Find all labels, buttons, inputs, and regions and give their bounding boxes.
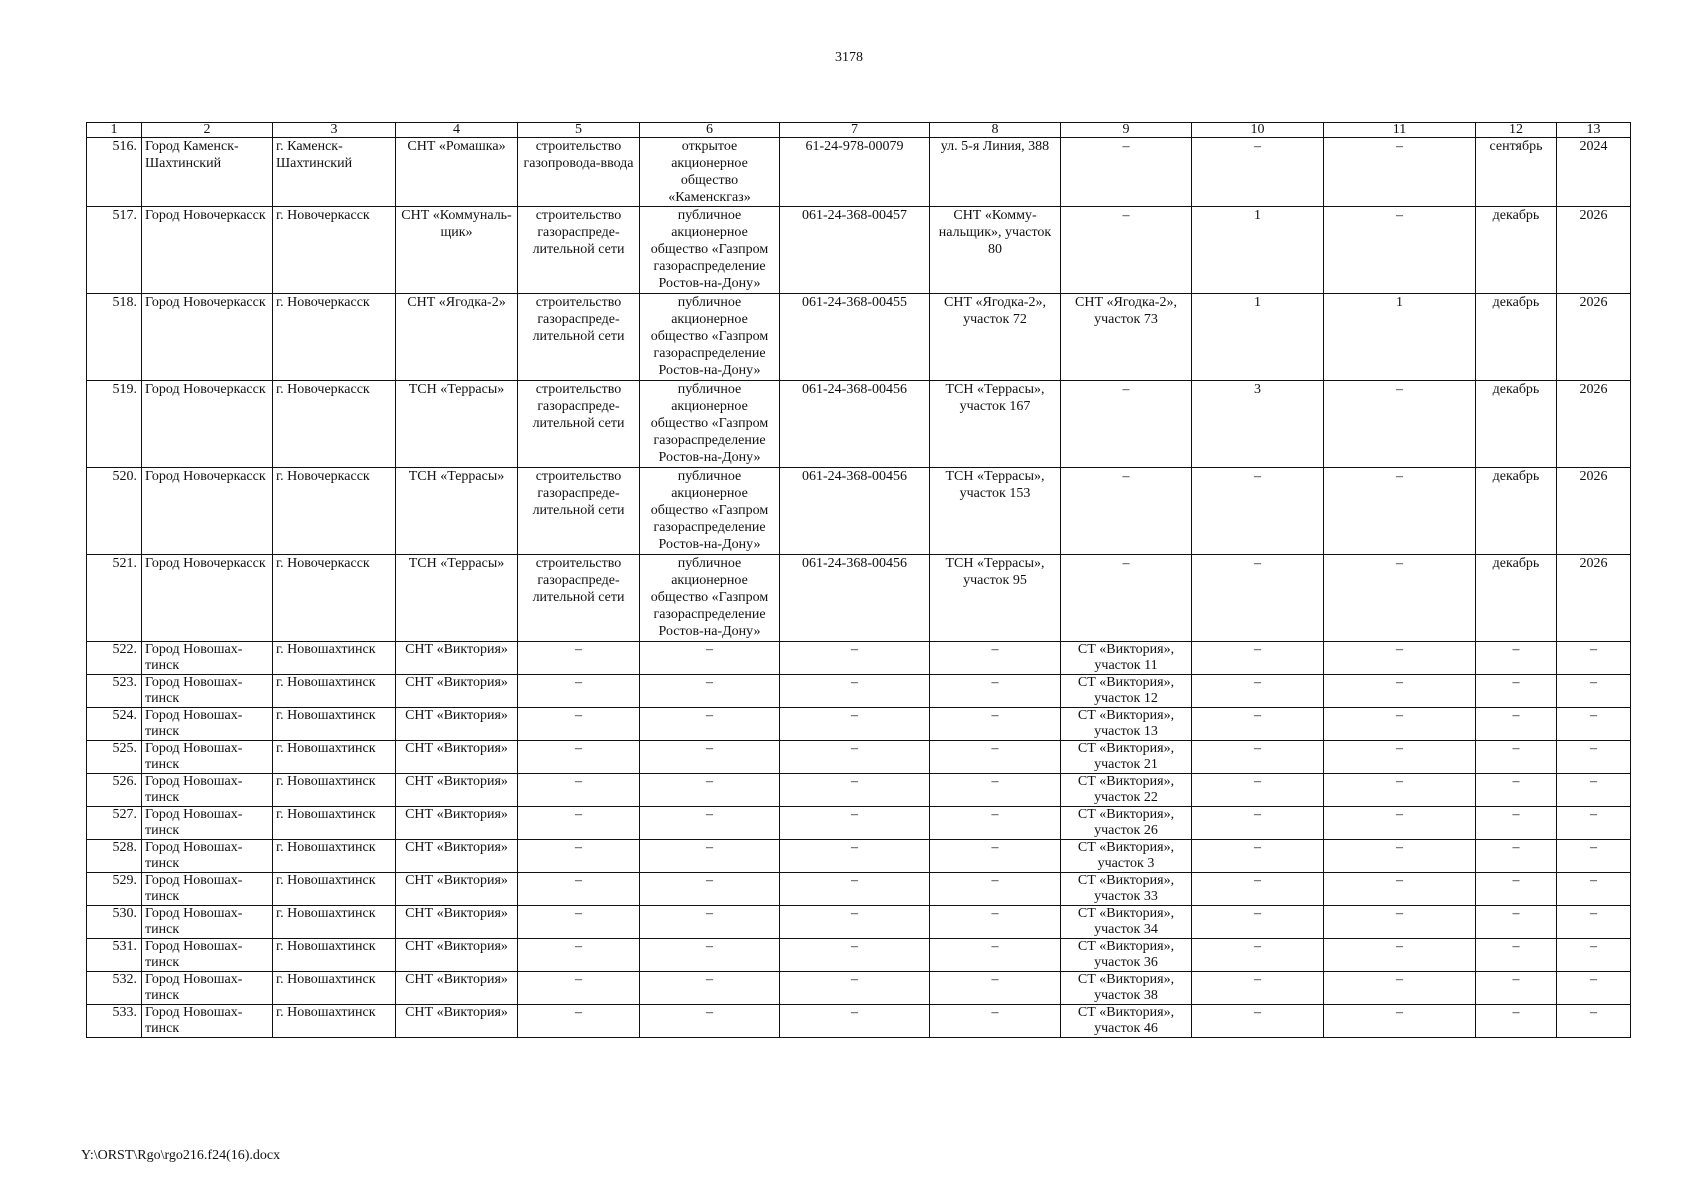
col-10-value-cell: 3 [1192, 381, 1324, 468]
address-cell: – [930, 939, 1061, 972]
organization-cell: публичное акционерное общество «Газпром газораспределение Ростов-на-Дону» [640, 294, 780, 381]
plot-cell: СТ «Виктория», участок 26 [1061, 807, 1192, 840]
snt-name-cell: СНТ «Виктория» [396, 939, 518, 972]
snt-name-cell: СНТ «Виктория» [396, 675, 518, 708]
work-type-cell: – [518, 906, 640, 939]
year-cell: – [1557, 873, 1631, 906]
row-number-cell: 521. [87, 555, 142, 642]
row-number-cell: 533. [87, 1005, 142, 1038]
organization-cell: – [640, 873, 780, 906]
row-number-cell: 525. [87, 741, 142, 774]
registration-number-cell: – [780, 1005, 930, 1038]
snt-name-cell: СНТ «Виктория» [396, 642, 518, 675]
col-10-value-cell: – [1192, 138, 1324, 207]
snt-name-cell: ТСН «Террасы» [396, 381, 518, 468]
snt-name-cell: СНТ «Ромашка» [396, 138, 518, 207]
snt-name-cell: ТСН «Террасы» [396, 555, 518, 642]
col-10-value-cell: – [1192, 972, 1324, 1005]
municipality-cell: Город Новошах-тинск [142, 741, 273, 774]
col-11-value-cell: – [1324, 906, 1476, 939]
col-11-value-cell: – [1324, 675, 1476, 708]
work-type-cell: – [518, 675, 640, 708]
settlement-cell: г. Новошахтинск [273, 1005, 396, 1038]
settlement-cell: г. Новошахтинск [273, 939, 396, 972]
snt-name-cell: СНТ «Коммуналь-щик» [396, 207, 518, 294]
registration-number-cell: 061-24-368-00456 [780, 381, 930, 468]
municipality-cell: Город Новошах-тинск [142, 708, 273, 741]
organization-cell: открытое акционерное общество «Каменскгаз» [640, 138, 780, 207]
table-row [87, 873, 1631, 906]
snt-name-cell: СНТ «Виктория» [396, 708, 518, 741]
year-cell: – [1557, 642, 1631, 675]
column-number: 1 [87, 123, 142, 138]
row-number-cell: 527. [87, 807, 142, 840]
organization-cell: – [640, 708, 780, 741]
data-table [86, 122, 1631, 1038]
address-cell: СНТ «Комму-нальщик», участок 80 [930, 207, 1061, 294]
table-row [87, 972, 1631, 1005]
snt-name-cell: СНТ «Виктория» [396, 1005, 518, 1038]
registration-number-cell: – [780, 807, 930, 840]
month-cell: – [1476, 708, 1557, 741]
plot-cell: СТ «Виктория», участок 11 [1061, 642, 1192, 675]
municipality-cell: Город Новошах-тинск [142, 840, 273, 873]
col-11-value-cell: – [1324, 642, 1476, 675]
col-10-value-cell: – [1192, 675, 1324, 708]
col-11-value-cell: – [1324, 840, 1476, 873]
month-cell: – [1476, 642, 1557, 675]
work-type-cell: строительство газораспреде-лительной сети [518, 555, 640, 642]
work-type-cell: – [518, 939, 640, 972]
row-number-cell: 522. [87, 642, 142, 675]
table-row [87, 642, 1631, 675]
month-cell: декабрь [1476, 381, 1557, 468]
col-11-value-cell: – [1324, 972, 1476, 1005]
registration-number-cell: 61-24-978-00079 [780, 138, 930, 207]
table-row [87, 1005, 1631, 1038]
col-10-value-cell: – [1192, 906, 1324, 939]
year-cell: 2024 [1557, 138, 1631, 207]
plot-cell: СТ «Виктория», участок 36 [1061, 939, 1192, 972]
col-11-value-cell: – [1324, 708, 1476, 741]
col-10-value-cell: – [1192, 741, 1324, 774]
municipality-cell: Город Новошах-тинск [142, 807, 273, 840]
year-cell: 2026 [1557, 294, 1631, 381]
municipality-cell: Город Новочеркасск [142, 381, 273, 468]
col-10-value-cell: – [1192, 555, 1324, 642]
organization-cell: – [640, 840, 780, 873]
organization-cell: – [640, 774, 780, 807]
year-cell: – [1557, 807, 1631, 840]
col-11-value-cell: – [1324, 468, 1476, 555]
row-number-cell: 524. [87, 708, 142, 741]
row-number-cell: 523. [87, 675, 142, 708]
organization-cell: – [640, 939, 780, 972]
organization-cell: – [640, 906, 780, 939]
plot-cell: – [1061, 381, 1192, 468]
plot-cell: СТ «Виктория», участок 12 [1061, 675, 1192, 708]
settlement-cell: г. Новошахтинск [273, 708, 396, 741]
organization-cell: публичное акционерное общество «Газпром газораспределение Ростов-на-Дону» [640, 381, 780, 468]
month-cell: сентябрь [1476, 138, 1557, 207]
snt-name-cell: СНТ «Виктория» [396, 807, 518, 840]
col-10-value-cell: 1 [1192, 207, 1324, 294]
col-10-value-cell: – [1192, 840, 1324, 873]
year-cell: – [1557, 906, 1631, 939]
settlement-cell: г. Новошахтинск [273, 873, 396, 906]
registration-number-cell: – [780, 741, 930, 774]
col-10-value-cell: – [1192, 774, 1324, 807]
address-cell: – [930, 675, 1061, 708]
settlement-cell: г. Новошахтинск [273, 774, 396, 807]
municipality-cell: Город Новочеркасск [142, 468, 273, 555]
month-cell: – [1476, 972, 1557, 1005]
col-11-value-cell: – [1324, 381, 1476, 468]
work-type-cell: – [518, 642, 640, 675]
settlement-cell: г. Новошахтинск [273, 675, 396, 708]
registration-number-cell: – [780, 708, 930, 741]
registration-number-cell: – [780, 642, 930, 675]
address-cell: – [930, 873, 1061, 906]
address-cell: – [930, 774, 1061, 807]
registration-number-cell: – [780, 774, 930, 807]
row-number-cell: 531. [87, 939, 142, 972]
page-number: 3178 [835, 50, 863, 65]
organization-cell: – [640, 741, 780, 774]
year-cell: 2026 [1557, 207, 1631, 294]
settlement-cell: г. Новочеркасск [273, 294, 396, 381]
col-10-value-cell: – [1192, 642, 1324, 675]
month-cell: – [1476, 1005, 1557, 1038]
address-cell: – [930, 906, 1061, 939]
address-cell: СНТ «Ягодка-2», участок 72 [930, 294, 1061, 381]
registration-number-cell: 061-24-368-00455 [780, 294, 930, 381]
registration-number-cell: 061-24-368-00456 [780, 555, 930, 642]
month-cell: – [1476, 939, 1557, 972]
year-cell: – [1557, 675, 1631, 708]
col-10-value-cell: – [1192, 807, 1324, 840]
row-number-cell: 528. [87, 840, 142, 873]
year-cell: 2026 [1557, 381, 1631, 468]
municipality-cell: Город Новошах-тинск [142, 873, 273, 906]
year-cell: – [1557, 972, 1631, 1005]
plot-cell: СТ «Виктория», участок 13 [1061, 708, 1192, 741]
column-number: 4 [396, 123, 518, 138]
month-cell: – [1476, 840, 1557, 873]
plot-cell: СТ «Виктория», участок 34 [1061, 906, 1192, 939]
registration-number-cell: – [780, 939, 930, 972]
col-11-value-cell: – [1324, 1005, 1476, 1038]
settlement-cell: г. Каменск-Шахтинский [273, 138, 396, 207]
col-10-value-cell: – [1192, 708, 1324, 741]
table-row [87, 939, 1631, 972]
month-cell: декабрь [1476, 294, 1557, 381]
row-number-cell: 516. [87, 138, 142, 207]
row-number-cell: 517. [87, 207, 142, 294]
registration-number-cell: – [780, 840, 930, 873]
column-number: 7 [780, 123, 930, 138]
snt-name-cell: СНТ «Виктория» [396, 906, 518, 939]
work-type-cell: – [518, 741, 640, 774]
month-cell: декабрь [1476, 468, 1557, 555]
address-cell: – [930, 807, 1061, 840]
col-11-value-cell: 1 [1324, 294, 1476, 381]
work-type-cell: – [518, 774, 640, 807]
settlement-cell: г. Новошахтинск [273, 972, 396, 1005]
plot-cell: – [1061, 468, 1192, 555]
year-cell: 2026 [1557, 555, 1631, 642]
col-11-value-cell: – [1324, 207, 1476, 294]
address-cell: – [930, 708, 1061, 741]
row-number-cell: 520. [87, 468, 142, 555]
table-row [87, 207, 1631, 294]
column-number: 2 [142, 123, 273, 138]
settlement-cell: г. Новочеркасск [273, 381, 396, 468]
month-cell: – [1476, 774, 1557, 807]
plot-cell: СТ «Виктория», участок 21 [1061, 741, 1192, 774]
work-type-cell: – [518, 840, 640, 873]
table-row [87, 840, 1631, 873]
address-cell: – [930, 972, 1061, 1005]
row-number-cell: 519. [87, 381, 142, 468]
plot-cell: СТ «Виктория», участок 46 [1061, 1005, 1192, 1038]
col-10-value-cell: – [1192, 873, 1324, 906]
snt-name-cell: СНТ «Виктория» [396, 741, 518, 774]
month-cell: декабрь [1476, 555, 1557, 642]
table-body [87, 138, 1631, 1038]
municipality-cell: Город Новошах-тинск [142, 906, 273, 939]
organization-cell: – [640, 642, 780, 675]
month-cell: – [1476, 807, 1557, 840]
address-cell: – [930, 1005, 1061, 1038]
registration-number-cell: 061-24-368-00457 [780, 207, 930, 294]
organization-cell: – [640, 807, 780, 840]
row-number-cell: 529. [87, 873, 142, 906]
year-cell: – [1557, 708, 1631, 741]
settlement-cell: г. Новошахтинск [273, 741, 396, 774]
registration-number-cell: – [780, 873, 930, 906]
plot-cell: СТ «Виктория», участок 38 [1061, 972, 1192, 1005]
municipality-cell: Город Новочеркасск [142, 207, 273, 294]
col-11-value-cell: – [1324, 873, 1476, 906]
plot-cell: – [1061, 555, 1192, 642]
registration-number-cell: – [780, 675, 930, 708]
table-row [87, 675, 1631, 708]
work-type-cell: строительство газораспреде-лительной сети [518, 207, 640, 294]
table-row [87, 741, 1631, 774]
address-cell: ТСН «Террасы», участок 167 [930, 381, 1061, 468]
settlement-cell: г. Новочеркасск [273, 207, 396, 294]
organization-cell: публичное акционерное общество «Газпром газораспределение Ростов-на-Дону» [640, 555, 780, 642]
col-11-value-cell: – [1324, 939, 1476, 972]
table-row [87, 381, 1631, 468]
column-number: 13 [1557, 123, 1631, 138]
col-10-value-cell: – [1192, 468, 1324, 555]
settlement-cell: г. Новочеркасск [273, 468, 396, 555]
work-type-cell: – [518, 873, 640, 906]
address-cell: ул. 5-я Линия, 388 [930, 138, 1061, 207]
registration-number-cell: – [780, 906, 930, 939]
organization-cell: публичное акционерное общество «Газпром газораспределение Ростов-на-Дону» [640, 207, 780, 294]
col-11-value-cell: – [1324, 741, 1476, 774]
col-10-value-cell: 1 [1192, 294, 1324, 381]
column-number: 6 [640, 123, 780, 138]
municipality-cell: Город Новошах-тинск [142, 1005, 273, 1038]
municipality-cell: Город Новошах-тинск [142, 939, 273, 972]
row-number-cell: 526. [87, 774, 142, 807]
col-10-value-cell: – [1192, 939, 1324, 972]
table-row [87, 906, 1631, 939]
settlement-cell: г. Новошахтинск [273, 642, 396, 675]
organization-cell: публичное акционерное общество «Газпром газораспределение Ростов-на-Дону» [640, 468, 780, 555]
plot-cell: СТ «Виктория», участок 3 [1061, 840, 1192, 873]
year-cell: 2026 [1557, 468, 1631, 555]
address-cell: – [930, 741, 1061, 774]
snt-name-cell: СНТ «Виктория» [396, 774, 518, 807]
file-path: Y:\ORST\Rgo\rgo216.f24(16).docx [81, 1148, 281, 1163]
year-cell: – [1557, 939, 1631, 972]
table-row [87, 294, 1631, 381]
work-type-cell: строительство газораспреде-лительной сети [518, 294, 640, 381]
settlement-cell: г. Новошахтинск [273, 807, 396, 840]
organization-cell: – [640, 972, 780, 1005]
work-type-cell: – [518, 1005, 640, 1038]
work-type-cell: строительство газораспреде-лительной сети [518, 381, 640, 468]
plot-cell: СТ «Виктория», участок 22 [1061, 774, 1192, 807]
column-number: 12 [1476, 123, 1557, 138]
month-cell: – [1476, 675, 1557, 708]
plot-cell: СТ «Виктория», участок 33 [1061, 873, 1192, 906]
table-row [87, 708, 1631, 741]
column-number: 5 [518, 123, 640, 138]
month-cell: – [1476, 873, 1557, 906]
table-row [87, 807, 1631, 840]
municipality-cell: Город Новошах-тинск [142, 642, 273, 675]
municipality-cell: Город Каменск-Шахтинский [142, 138, 273, 207]
organization-cell: – [640, 1005, 780, 1038]
column-number: 11 [1324, 123, 1476, 138]
table-row [87, 138, 1631, 207]
address-cell: – [930, 840, 1061, 873]
month-cell: – [1476, 741, 1557, 774]
registration-number-cell: 061-24-368-00456 [780, 468, 930, 555]
address-cell: – [930, 642, 1061, 675]
plot-cell: – [1061, 138, 1192, 207]
work-type-cell: – [518, 972, 640, 1005]
settlement-cell: г. Новошахтинск [273, 906, 396, 939]
settlement-cell: г. Новошахтинск [273, 840, 396, 873]
row-number-cell: 532. [87, 972, 142, 1005]
snt-name-cell: СНТ «Виктория» [396, 972, 518, 1005]
plot-cell: СНТ «Ягодка-2», участок 73 [1061, 294, 1192, 381]
work-type-cell: – [518, 708, 640, 741]
column-number: 8 [930, 123, 1061, 138]
row-number-cell: 530. [87, 906, 142, 939]
year-cell: – [1557, 741, 1631, 774]
municipality-cell: Город Новошах-тинск [142, 675, 273, 708]
snt-name-cell: ТСН «Террасы» [396, 468, 518, 555]
registration-number-cell: – [780, 972, 930, 1005]
municipality-cell: Город Новочеркасск [142, 294, 273, 381]
municipality-cell: Город Новошах-тинск [142, 972, 273, 1005]
month-cell: – [1476, 906, 1557, 939]
col-11-value-cell: – [1324, 774, 1476, 807]
work-type-cell: строительство газораспреде-лительной сети [518, 468, 640, 555]
year-cell: – [1557, 774, 1631, 807]
snt-name-cell: СНТ «Виктория» [396, 840, 518, 873]
municipality-cell: Город Новошах-тинск [142, 774, 273, 807]
month-cell: декабрь [1476, 207, 1557, 294]
column-number: 9 [1061, 123, 1192, 138]
column-number-row [87, 123, 1631, 138]
row-number-cell: 518. [87, 294, 142, 381]
plot-cell: – [1061, 207, 1192, 294]
year-cell: – [1557, 1005, 1631, 1038]
organization-cell: – [640, 675, 780, 708]
column-number: 3 [273, 123, 396, 138]
col-11-value-cell: – [1324, 138, 1476, 207]
year-cell: – [1557, 840, 1631, 873]
col-11-value-cell: – [1324, 807, 1476, 840]
snt-name-cell: СНТ «Виктория» [396, 873, 518, 906]
settlement-cell: г. Новочеркасск [273, 555, 396, 642]
table-row [87, 555, 1631, 642]
address-cell: ТСН «Террасы», участок 153 [930, 468, 1061, 555]
table-row [87, 774, 1631, 807]
work-type-cell: строительство газопровода-ввода [518, 138, 640, 207]
col-10-value-cell: – [1192, 1005, 1324, 1038]
table-row [87, 468, 1631, 555]
work-type-cell: – [518, 807, 640, 840]
snt-name-cell: СНТ «Ягодка-2» [396, 294, 518, 381]
col-11-value-cell: – [1324, 555, 1476, 642]
column-number: 10 [1192, 123, 1324, 138]
address-cell: ТСН «Террасы», участок 95 [930, 555, 1061, 642]
municipality-cell: Город Новочеркасск [142, 555, 273, 642]
